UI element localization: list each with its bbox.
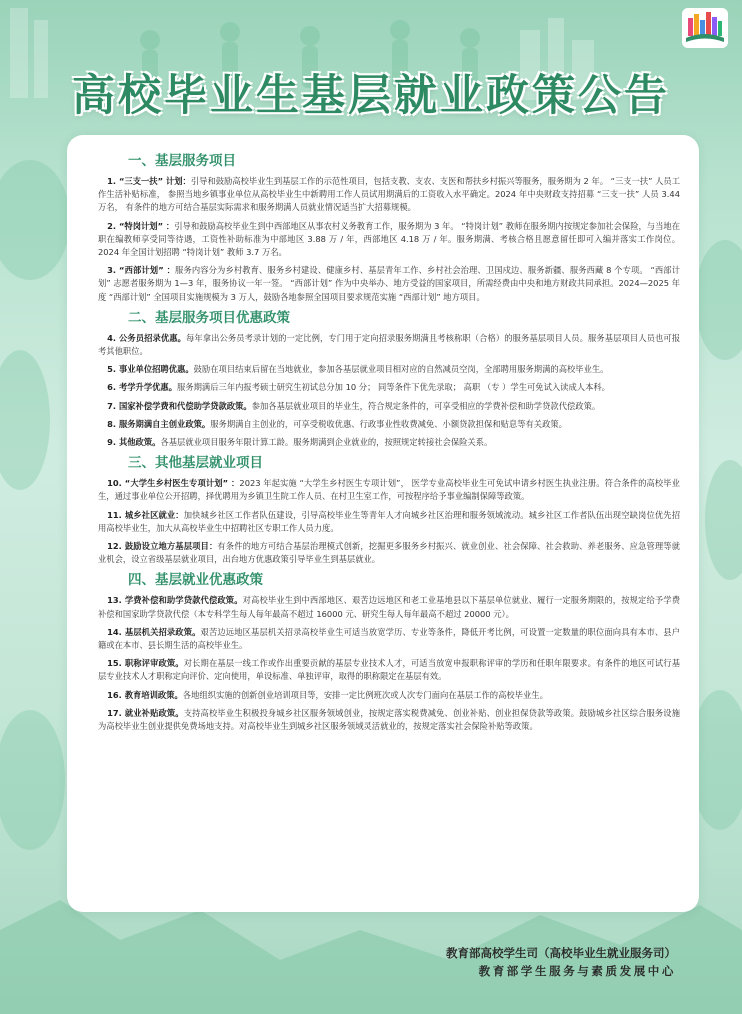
item-text: 引导和鼓励高校毕业生到中西部地区从事农村义务教育工作，服务期为 3 年。 “特岗计划” 教师在服务期内按规定参加社会保险，与当地在职在编教师享受同等待遇，工资性补助标准为中部地区 3.88 万 / 年，西部地区 4.18 万 / 年。服务期满、考核合格且愿意留任即可入编并落实工作岗位。2024 年全国计划招聘 “特岗计划” 教师 3.7 万名。	[98, 220, 680, 258]
item-label: 9. 其他政策。	[107, 437, 161, 448]
item-text: 支持高校毕业生积极投身城乡社区服务领域创业，按规定落实税费减免、创业补贴、创业担保贷款等政策。鼓励城乡社区综合服务设施为高校毕业生创业提供免费场地支持。对高校毕业生到城乡社区服务领域灵活就业的，按规定落实社会保险补贴等政策。	[98, 707, 680, 732]
item-text: 2023 年起实施 “大学生乡村医生专项计划”， 医学专业高校毕业生可免试申请乡村医生执业注册。符合条件的高校毕业生，通过事业单位公开招聘，择优聘用为乡镇卫生院工作人员、在村卫生室工作，可按程序给予事业编制保障等政策。	[98, 478, 680, 502]
item-text: 加快城乡社区工作者队伍建设，引导高校毕业生等青年人才向城乡社区治理和服务领域流动。城乡社区工作者队伍出现空缺岗位优先招用高校毕业生，加大从高校毕业生中招聘社区专职工作人员力度。	[98, 509, 680, 533]
item-label: 8. 服务期满自主创业政策。	[107, 418, 211, 429]
item-text: 对高校毕业生到中西部地区、艰苦边远地区和老工业基地县以下基层单位就业、履行一定服务期限的，按规定给予学费补偿和国家助学贷款代偿（本专科学生每人每年最高不超过 16000 元、研究生每人每年最高不超过 20000 元）。	[98, 595, 680, 619]
item-label: 4. 公务员招录优惠。	[107, 332, 187, 343]
item-text: 参加各基层就业项目的毕业生，符合规定条件的，可享受相应的学费补偿和助学贷款代偿政策。	[251, 400, 601, 411]
item-label: 12. 鼓励设立地方基层项目：	[107, 541, 218, 552]
policy-item	[98, 477, 680, 503]
item-label: 3. “西部计划” ：	[107, 265, 176, 276]
policy-item	[98, 689, 680, 702]
item-label: 13. 学费补偿和助学贷款代偿政策。	[107, 595, 243, 606]
section-heading: 三、其他基层就业项目	[128, 455, 263, 472]
item-text: 各基层就业项目服务年限计算工龄。服务期满到企业就业的，按照规定转接社会保险关系。	[160, 437, 493, 448]
policy-item	[98, 707, 680, 733]
item-text: 服务期满后三年内报考硕士研究生初试总分加 10 分； 同等条件下优先录取； 高职 （专 ）学生可免试入读成人本科。	[177, 382, 610, 393]
item-label: 16. 教育培训政策。	[107, 689, 183, 700]
item-label: 6. 考学升学优惠。	[107, 382, 178, 393]
item-label: 7. 国家补偿学费和代偿助学贷款政策。	[107, 400, 252, 411]
policy-item	[98, 363, 680, 376]
policy-item	[98, 175, 680, 215]
policy-item	[98, 264, 680, 304]
item-label: 11. 城乡社区就业：	[107, 509, 184, 520]
item-text: 艰苦边远地区基层机关招录高校毕业生可适当放宽学历、专业等条件，降低开考比例，可设置一定数量的职位面向具有本市、县户籍或在本市、县长期生活的高校毕业生。	[98, 626, 680, 651]
section-heading: 四、基层就业优惠政策	[128, 572, 263, 589]
policy-item	[98, 594, 680, 620]
policy-item	[98, 220, 680, 260]
item-label: 14. 基层机关招录政策。	[107, 626, 201, 637]
policy-item	[98, 657, 680, 683]
item-label: 15. 职称评审政策。	[107, 658, 184, 669]
item-label: 17. 就业补贴政策。	[107, 707, 184, 718]
item-text: 服务期满自主创业的，可享受税收优惠、行政事业性收费减免、小额贷款担保和贴息等有关政策。	[210, 418, 567, 429]
item-text: 各地组织实施的创新创业培训项目等，安排一定比例班次或人次专门面向在基层工作的高校毕业生。	[182, 689, 548, 700]
logo-icon	[682, 8, 728, 48]
item-label: 5. 事业单位招聘优惠。	[107, 364, 194, 375]
item-label: 10. “大学生乡村医生专项计划” ：	[107, 478, 240, 489]
item-text: 对长期在基层一线工作或作出重要贡献的基层专业技术人才，可适当放宽申报职称评审的学历和任职年限要求。有条件的地区可试行基层专业技术人才职称定向评价、定向使用，单设标准、单独评审，取得的职称限定在基层有效。	[98, 658, 680, 682]
page-title: 高校毕业生基层就业政策公告	[72, 71, 670, 121]
issuer-footer	[446, 944, 676, 980]
item-label: 1. “三支一扶” 计划：	[107, 176, 191, 186]
item-text: 每年拿出公务员考录计划的一定比例，专门用于定向招录服务期满且考核称职（合格）的服务基层项目人员。服务基层项目人员也可报考其他职位。	[98, 332, 680, 357]
policy-item	[98, 332, 680, 358]
item-text: 有条件的地方可结合基层治理模式创新，挖掘更多服务乡村振兴、就业创业、社会保障、社会救助、养老服务、应急管理等就业机会，设立省级基层就业项目，出台地方优惠政策引导毕业生到基层就业。	[98, 541, 680, 565]
item-text: 引导和鼓励高校毕业生到基层工作的示范性项目，包括支教、支农、支医和帮扶乡村振兴等服务，服务期为 2 年。 “三支一扶” 人员工作生活补贴标准， 参照当地乡镇事业单位从高校毕业生中新聘用工作人员试用期满后的工资收入水平确定。2024 年中央财政支持招募 “三支一扶” 人员 3.44 万名， 有条件的地方可结合基层实际需求和服务期满人员就业情况适当扩大招募规模。	[98, 176, 681, 213]
policy-item	[98, 626, 680, 652]
issuer-line-1: 教育部高校学生司（高校毕业生就业服务司）	[446, 946, 676, 960]
item-text: 鼓励在项目结束后留在当地就业，参加各基层就业项目相对应的自然减员空岗，全部聘用服务期满的高校毕业生。	[193, 364, 609, 375]
policy-content	[98, 152, 680, 738]
issuer-line-2: 教育部学生服务与素质发展中心	[478, 964, 676, 978]
policy-item	[98, 540, 680, 566]
item-text: 服务内容分为乡村教育、服务乡村建设、健康乡村、基层青年工作、乡村社会治理、卫国戍边、服务新疆、服务西藏 8 个专项。 “西部计划” 志愿者服务期为 1—3 年，服务协议一年一签。 “西部计划” 作为中央举办、地方受益的国家项目，所需经费由中央和地方财政共同承担。2024—2025 年度 “西部计划” 全国项目实施规模为 3 万人，鼓励各地参照全国项目要求规范实施 “西部计划” 地方项目。	[98, 265, 681, 302]
policy-item	[98, 509, 680, 535]
policy-item	[98, 400, 680, 413]
policy-item	[98, 436, 680, 449]
item-label: 2. “特岗计划” ：	[107, 220, 175, 231]
logo	[682, 8, 728, 48]
policy-item	[98, 418, 680, 431]
section-heading: 一、基层服务项目	[128, 153, 236, 169]
section-heading: 二、基层服务项目优惠政策	[128, 309, 290, 326]
policy-item	[98, 381, 680, 394]
